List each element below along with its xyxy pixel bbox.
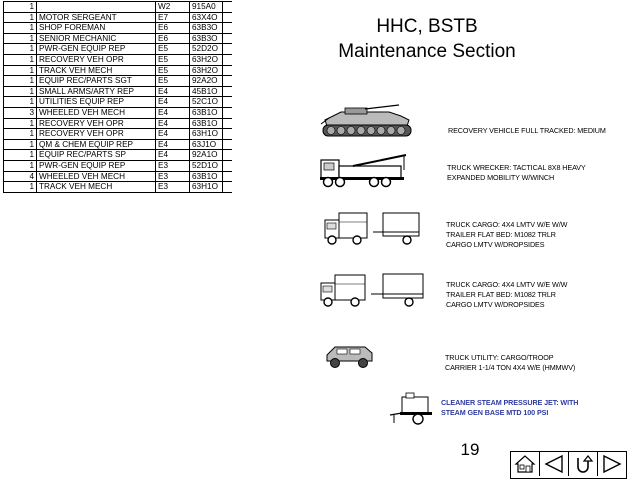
table-row	[4, 150, 233, 161]
caption-line: TRAILER FLAT BED: M1082 TRLR	[446, 290, 556, 299]
spacer-cell	[223, 76, 233, 87]
mos-cell: 92A1O	[190, 150, 223, 161]
caption-line: RECOVERY VEHICLE FULL TRACKED: MEDIUM	[448, 126, 606, 135]
mos-cell: 63H1O	[190, 182, 223, 193]
grade-cell: E4	[156, 118, 190, 129]
position-cell: UTILITIES EQUIP REP	[37, 97, 156, 108]
position-cell: MOTOR SERGEANT	[37, 12, 156, 23]
quantity-cell: 1	[4, 150, 37, 161]
spacer-cell	[223, 54, 233, 65]
tracked-recovery-vehicle-icon	[319, 104, 415, 138]
spacer-cell	[223, 182, 233, 193]
spacer-cell	[223, 150, 233, 161]
spacer-cell	[223, 171, 233, 182]
spacer-cell	[223, 97, 233, 108]
spacer-cell	[223, 65, 233, 76]
mos-cell: 63B1O	[190, 107, 223, 118]
personnel-table	[3, 1, 232, 193]
spacer-cell	[223, 118, 233, 129]
mos-cell: 63B3O	[190, 33, 223, 44]
mos-cell: 63B3O	[190, 23, 223, 34]
grade-cell: E3	[156, 160, 190, 171]
mos-cell: 63B1O	[190, 118, 223, 129]
caption-line: TRAILER FLAT BED: M1082 TRLR	[446, 230, 556, 239]
position-cell: WHEELED VEH MECH	[37, 107, 156, 118]
equipment-caption-recovery-vehicle	[448, 126, 606, 136]
quantity-cell: 1	[4, 86, 37, 97]
table-row	[4, 76, 233, 87]
position-cell: RECOVERY VEH OPR	[37, 118, 156, 129]
quantity-cell: 1	[4, 23, 37, 34]
equipment-caption-wrecker	[447, 163, 586, 183]
position-cell: RECOVERY VEH OPR	[37, 54, 156, 65]
quantity-cell: 1	[4, 118, 37, 129]
equipment-caption-cargo-truck-2	[446, 280, 567, 310]
spacer-cell	[223, 12, 233, 23]
grade-cell: W2	[156, 2, 190, 13]
table-row	[4, 33, 233, 44]
caption-line: CARRIER 1-1/4 TON 4X4 W/E (HMMWV)	[445, 363, 576, 372]
position-cell: TRACK VEH MECH	[37, 182, 156, 193]
quantity-cell: 1	[4, 97, 37, 108]
grade-cell: E7	[156, 12, 190, 23]
mos-cell: 63B1O	[190, 171, 223, 182]
quantity-cell: 1	[4, 160, 37, 171]
grade-cell: E6	[156, 33, 190, 44]
quantity-cell: 4	[4, 171, 37, 182]
spacer-cell	[223, 23, 233, 34]
quantity-cell: 1	[4, 139, 37, 150]
grade-cell: E4	[156, 129, 190, 140]
table-row	[4, 118, 233, 129]
spacer-cell	[223, 160, 233, 171]
previous-button[interactable]	[540, 452, 569, 476]
table-row	[4, 23, 233, 34]
caption-line: TRUCK CARGO: 4X4 LMTV W/E W/W	[446, 220, 568, 229]
caption-line: TRUCK CARGO: 4X4 LMTV W/E W/W	[446, 280, 568, 289]
caption-line: TRUCK UTILITY: CARGO/TROOP	[445, 353, 554, 362]
page-number: 19	[460, 440, 480, 459]
mos-cell: 52C1O	[190, 97, 223, 108]
equipment-caption-cargo-truck-1	[446, 220, 567, 250]
quantity-cell: 3	[4, 107, 37, 118]
table-row	[4, 107, 233, 118]
table-row	[4, 86, 233, 97]
position-cell: SHOP FOREMAN	[37, 23, 156, 34]
table-row	[4, 97, 233, 108]
grade-cell: E5	[156, 65, 190, 76]
mos-cell: 63H2O	[190, 65, 223, 76]
position-cell: EQUIP REC/PARTS SGT	[37, 76, 156, 87]
table-row	[4, 182, 233, 193]
spacer-cell	[223, 139, 233, 150]
caption-line: CARGO LMTV W/DROPSIDES	[446, 300, 545, 309]
return-button[interactable]	[569, 452, 598, 476]
grade-cell: E4	[156, 150, 190, 161]
home-button[interactable]	[511, 452, 540, 476]
grade-cell: E6	[156, 23, 190, 34]
navigation-bar	[510, 451, 627, 479]
grade-cell: E4	[156, 107, 190, 118]
mos-cell: 63H2O	[190, 54, 223, 65]
table-row	[4, 54, 233, 65]
slide-title	[327, 14, 527, 64]
equipment-caption-hmmwv	[445, 353, 575, 373]
previous-icon	[543, 454, 565, 474]
quantity-cell: 1	[4, 76, 37, 87]
caption-line: CARGO LMTV W/DROPSIDES	[446, 240, 545, 249]
table-row	[4, 139, 233, 150]
position-cell: SENIOR MECHANIC	[37, 33, 156, 44]
grade-cell: E4	[156, 97, 190, 108]
mos-cell: 52D2O	[190, 44, 223, 55]
grade-cell: E3	[156, 171, 190, 182]
table-row	[4, 129, 233, 140]
caption-line: CLEANER STEAM PRESSURE JET: WITH	[441, 398, 579, 407]
quantity-cell: 1	[4, 2, 37, 13]
grade-cell: E4	[156, 139, 190, 150]
spacer-cell	[223, 33, 233, 44]
spacer-cell	[223, 2, 233, 13]
quantity-cell: 1	[4, 65, 37, 76]
position-cell: PWR-GEN EQUIP REP	[37, 160, 156, 171]
spacer-cell	[223, 129, 233, 140]
quantity-cell: 1	[4, 12, 37, 23]
next-button[interactable]	[598, 452, 626, 476]
quantity-cell: 1	[4, 33, 37, 44]
caption-line: STEAM GEN BASE MTD 100 PSI	[441, 408, 549, 417]
position-cell: EQUIP REC/PARTS SP	[37, 150, 156, 161]
table-row	[4, 12, 233, 23]
position-cell: QM & CHEM EQUIP REP	[37, 139, 156, 150]
mos-cell: 45B1O	[190, 86, 223, 97]
return-icon	[572, 454, 594, 474]
grade-cell: E5	[156, 76, 190, 87]
spacer-cell	[223, 107, 233, 118]
caption-line: TRUCK WRECKER: TACTICAL 8X8 HEAVY	[447, 163, 586, 172]
grade-cell: E5	[156, 54, 190, 65]
quantity-cell: 1	[4, 129, 37, 140]
mos-cell: 63J1O	[190, 139, 223, 150]
mos-cell: 63X4O	[190, 12, 223, 23]
position-cell: RECOVERY VEH OPR	[37, 129, 156, 140]
position-cell: WHEELED VEH MECH	[37, 171, 156, 182]
grade-cell: E5	[156, 44, 190, 55]
quantity-cell: 1	[4, 182, 37, 193]
hmmwv-icon	[325, 343, 375, 369]
mos-cell: 63H1O	[190, 129, 223, 140]
position-cell: SMALL ARMS/ARTY REP	[37, 86, 156, 97]
quantity-cell: 1	[4, 44, 37, 55]
spacer-cell	[223, 44, 233, 55]
table-row	[4, 2, 233, 13]
table-row	[4, 65, 233, 76]
quantity-cell: 1	[4, 54, 37, 65]
mos-cell: 915A0	[190, 2, 223, 13]
grade-cell: E3	[156, 182, 190, 193]
mos-cell: 92A2O	[190, 76, 223, 87]
caption-line: EXPANDED MOBILITY W/WINCH	[447, 173, 555, 182]
position-cell	[37, 2, 156, 13]
grade-cell: E4	[156, 86, 190, 97]
title-line-1: HHC, BSTB	[376, 16, 478, 37]
home-icon	[514, 454, 536, 474]
table-row	[4, 171, 233, 182]
title-line-2: Maintenance Section	[338, 41, 516, 62]
cargo-truck-trailer-icon	[319, 272, 427, 308]
equipment-caption-steam-cleaner	[441, 398, 578, 418]
table-row	[4, 44, 233, 55]
wrecker-truck-icon	[318, 152, 410, 188]
spacer-cell	[223, 86, 233, 97]
next-icon	[601, 454, 623, 474]
mos-cell: 52D1O	[190, 160, 223, 171]
cargo-truck-trailer-icon	[323, 210, 423, 246]
table-row	[4, 160, 233, 171]
position-cell: TRACK VEH MECH	[37, 65, 156, 76]
steam-cleaner-trailer-icon	[388, 391, 440, 427]
position-cell: PWR-GEN EQUIP REP	[37, 44, 156, 55]
